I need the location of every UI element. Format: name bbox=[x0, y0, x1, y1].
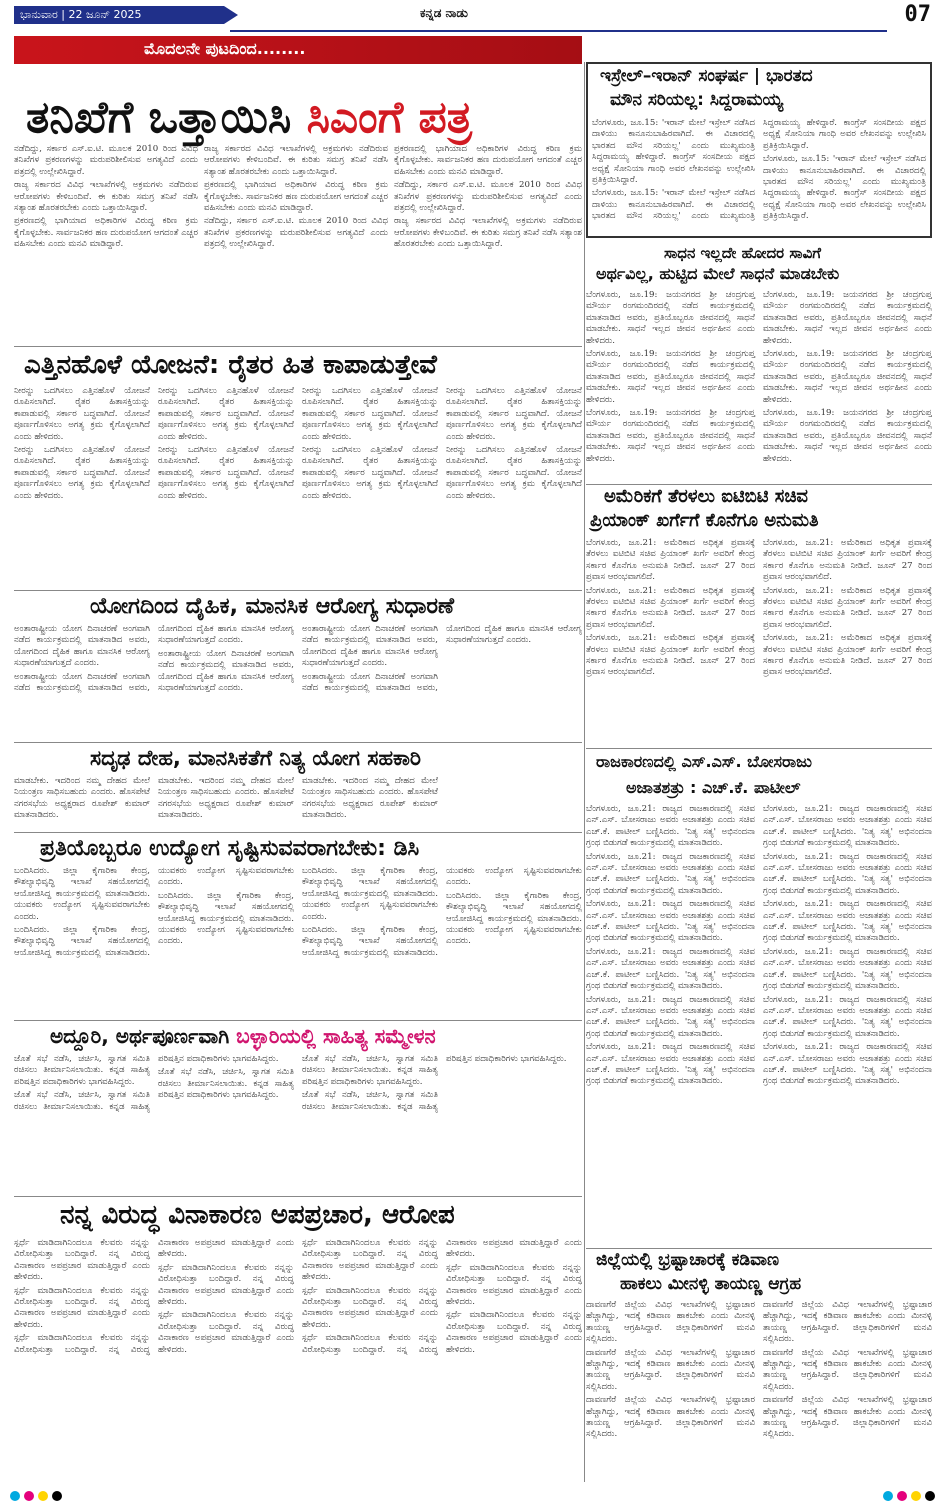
story-headline: ಎತ್ತಿನಹೊಳೆ ಯೋಜನೆ: ರೈತರ ಹಿತ ಕಾಪಾಡುತ್ತೇವೆ bbox=[24, 350, 437, 380]
story-body: ಬಂದಿಸಿದರು. ಜಿಲ್ಲಾ ಕೈಗಾರಿಕಾ ಕೇಂದ್ರ, ಕೌಶಲ್ಯಾಭಿವೃದ್ಧಿ ಇಲಾಖೆ ಸಹಯೋಗದಲ್ಲಿ ಆಯೋಜಿಸಿದ್ದ ಕಾರ್ಯಕ್ರಮದಲ್ಲಿ ಮಾತನಾಡಿದರು. ಯುವಕರು ಉದ್ಯೋಗ ಸೃಷ್ಟಿಸುವವರಾಗಬೇಕು ಎಂದರು. ಬಂದಿಸಿದರು. ಜಿಲ್ಲಾ ಕೈಗಾರಿಕಾ ಕೇಂದ್ರ, ಕೌಶಲ್ಯಾಭಿವೃದ್ಧಿ ಇಲಾಖೆ ಸಹಯೋಗದಲ್ಲಿ ಆಯೋಜಿಸಿದ್ದ ಕಾರ್ಯಕ್ರಮದಲ್ಲಿ ಮಾತನಾಡಿದರು. ಯುವಕರು ಉದ್ಯೋಗ ಸೃಷ್ಟಿಸುವವರಾಗಬೇಕು ಎಂದರು. ಬಂದಿಸಿದರು. ಜಿಲ್ಲಾ ಕೈಗಾರಿಕಾ ಕೇಂದ್ರ, ಕೌಶಲ್ಯಾಭಿವೃದ್ಧಿ ಇಲಾಖೆ ಸಹಯೋಗದಲ್ಲಿ ಆಯೋಜಿಸಿದ್ದ ಕಾರ್ಯಕ್ರಮದಲ್ಲಿ ಮಾತನಾಡಿದರು. ಯುವಕರು ಉದ್ಯೋಗ ಸೃಷ್ಟಿಸುವವರಾಗಬೇಕು ಎಂದರು. ಬಂದಿಸಿದರು. ಜಿಲ್ಲಾ ಕೈಗಾರಿಕಾ ಕೇಂದ್ರ, ಕೌಶಲ್ಯಾಭಿವೃದ್ಧಿ ಇಲಾಖೆ ಸಹಯೋಗದಲ್ಲಿ ಆಯೋಜಿಸಿದ್ದ ಕಾರ್ಯಕ್ರಮದಲ್ಲಿ ಮಾತನಾಡಿದರು. ಯುವಕರು ಉದ್ಯೋಗ ಸೃಷ್ಟಿಸುವವರಾಗಬೇಕು ಎಂದರು. ಬಂದಿಸಿದರು. ಜಿಲ್ಲಾ ಕೈಗಾರಿಕಾ ಕೇಂದ್ರ, ಕೌಶಲ್ಯಾಭಿವೃದ್ಧಿ ಇಲಾಖೆ ಸಹಯೋಗದಲ್ಲಿ ಆಯೋಜಿಸಿದ್ದ ಕಾರ್ಯಕ್ರಮದಲ್ಲಿ ಮಾತನಾಡಿದರು. ಯುವಕರು ಉದ್ಯೋಗ ಸೃಷ್ಟಿಸುವವರಾಗಬೇಕು ಎಂದರು. ಬಂದಿಸಿದರು. ಜಿಲ್ಲಾ ಕೈಗಾರಿಕಾ ಕೇಂದ್ರ, ಕೌಶಲ್ಯಾಭಿವೃದ್ಧಿ ಇಲಾಖೆ ಸಹಯೋಗದಲ್ಲಿ ಆಯೋಜಿಸಿದ್ದ ಕಾರ್ಯಕ್ರಮದಲ್ಲಿ ಮಾತನಾಡಿದರು. ಯುವಕರು ಉದ್ಯೋಗ ಸೃಷ್ಟಿಸುವವರಾಗಬೇಕು ಎಂದರು. bbox=[14, 866, 582, 958]
main-story-col1: ನಡೆದಿದ್ದು, ಸರ್ಕಾರ ಎಸ್.ಐ.ಟಿ. ಮೂಲಕ 2010 ರಿಂದ ವಿವಿಧ ತನಿಖೆಗಳ ಪ್ರಕರಣಗಳನ್ನು ಮರುಪರಿಶೀಲಿಸುವ ಅಗತ್ಯವಿದೆ ಎಂದು ಪತ್ರದಲ್ಲಿ ಉಲ್ಲೇಖಿಸಿದ್ದಾರೆ. ರಾಜ್ಯ ಸರ್ಕಾರದ ವಿವಿಧ ಇಲಾಖೆಗಳಲ್ಲಿ ಅಕ್ರಮಗಳು ನಡೆದಿರುವ ಆರೋಪಗಳು ಕೇಳಿಬಂದಿವೆ. ಈ ಕುರಿತು ಸಮಗ್ರ ತನಿಖೆ ನಡೆಸಿ ಸತ್ಯಾಂಶ ಹೊರತರಬೇಕು ಎಂದು ಒತ್ತಾಯಿಸಿದ್ದಾರೆ. ಪ್ರಕರಣದಲ್ಲಿ ಭಾಗಿಯಾದ ಅಧಿಕಾರಿಗಳ ವಿರುದ್ಧ ಕಠಿಣ ಕ್ರಮ ಕೈಗೊಳ್ಳಬೇಕು. ಸಾರ್ವಜನಿಕರ ಹಣ ದುರುಪಯೋಗ ಆಗದಂತೆ ಎಚ್ಚರ ವಹಿಸಬೇಕು ಎಂದು ಮನವಿ ಮಾಡಿದ್ದಾರೆ. bbox=[14, 144, 198, 250]
yellow-dot bbox=[38, 1491, 48, 1501]
color-dots-left bbox=[10, 1491, 62, 1501]
main-headline-black: ತನಿಖೆಗೆ ಒತ್ತಾಯಿಸಿ bbox=[26, 92, 307, 143]
main-headline bbox=[26, 92, 472, 143]
story-body: ಅಂತಾರಾಷ್ಟ್ರೀಯ ಯೋಗ ದಿನಾಚರಣೆ ಅಂಗವಾಗಿ ನಡೆದ ಕಾರ್ಯಕ್ರಮದಲ್ಲಿ ಮಾತನಾಡಿದ ಅವರು, ಯೋಗದಿಂದ ದೈಹಿಕ ಹಾಗೂ ಮಾನಸಿಕ ಆರೋಗ್ಯ ಸುಧಾರಣೆಯಾಗುತ್ತದೆ ಎಂದರು. ಅಂತಾರಾಷ್ಟ್ರೀಯ ಯೋಗ ದಿನಾಚರಣೆ ಅಂಗವಾಗಿ ನಡೆದ ಕಾರ್ಯಕ್ರಮದಲ್ಲಿ ಮಾತನಾಡಿದ ಅವರು, ಯೋಗದಿಂದ ದೈಹಿಕ ಹಾಗೂ ಮಾನಸಿಕ ಆರೋಗ್ಯ ಸುಧಾರಣೆಯಾಗುತ್ತದೆ ಎಂದರು. ಅಂತಾರಾಷ್ಟ್ರೀಯ ಯೋಗ ದಿನಾಚರಣೆ ಅಂಗವಾಗಿ ನಡೆದ ಕಾರ್ಯಕ್ರಮದಲ್ಲಿ ಮಾತನಾಡಿದ ಅವರು, ಯೋಗದಿಂದ ದೈಹಿಕ ಹಾಗೂ ಮಾನಸಿಕ ಆರೋಗ್ಯ ಸುಧಾರಣೆಯಾಗುತ್ತದೆ ಎಂದರು. ಅಂತಾರಾಷ್ಟ್ರೀಯ ಯೋಗ ದಿನಾಚರಣೆ ಅಂಗವಾಗಿ ನಡೆದ ಕಾರ್ಯಕ್ರಮದಲ್ಲಿ ಮಾತನಾಡಿದ ಅವರು, ಯೋಗದಿಂದ ದೈಹಿಕ ಹಾಗೂ ಮಾನಸಿಕ ಆರೋಗ್ಯ ಸುಧಾರಣೆಯಾಗುತ್ತದೆ ಎಂದರು. ಅಂತಾರಾಷ್ಟ್ರೀಯ ಯೋಗ ದಿನಾಚರಣೆ ಅಂಗವಾಗಿ ನಡೆದ ಕಾರ್ಯಕ್ರಮದಲ್ಲಿ ಮಾತನಾಡಿದ ಅವರು, ಯೋಗದಿಂದ ದೈಹಿಕ ಹಾಗೂ ಮಾನಸಿಕ ಆರೋಗ್ಯ ಸುಧಾರಣೆಯಾಗುತ್ತದೆ ಎಂದರು. bbox=[14, 624, 582, 694]
right-story-body: ಬೆಂಗಳೂರು, ಜೂ.19: ಜಯನಗರದ ಶ್ರೀ ಚಂದ್ರಗುಪ್ತ ಮೌರ್ಯ ರಂಗಮಂದಿರದಲ್ಲಿ ನಡೆದ ಕಾರ್ಯಕ್ರಮದಲ್ಲಿ ಮಾತನಾಡಿದ ಅವರು, ಪ್ರತಿಯೊಬ್ಬರೂ ಜೀವನದಲ್ಲಿ ಸಾಧನೆ ಮಾಡಬೇಕು. ಸಾಧನೆ ಇಲ್ಲದ ಜೀವನ ಅರ್ಥಹೀನ ಎಂದು ಹೇಳಿದರು. ಬೆಂಗಳೂರು, ಜೂ.19: ಜಯನಗರದ ಶ್ರೀ ಚಂದ್ರಗುಪ್ತ ಮೌರ್ಯ ರಂಗಮಂದಿರದಲ್ಲಿ ನಡೆದ ಕಾರ್ಯಕ್ರಮದಲ್ಲಿ ಮಾತನಾಡಿದ ಅವರು, ಪ್ರತಿಯೊಬ್ಬರೂ ಜೀವನದಲ್ಲಿ ಸಾಧನೆ ಮಾಡಬೇಕು. ಸಾಧನೆ ಇಲ್ಲದ ಜೀವನ ಅರ್ಥಹೀನ ಎಂದು ಹೇಳಿದರು. ಬೆಂಗಳೂರು, ಜೂ.19: ಜಯನಗರದ ಶ್ರೀ ಚಂದ್ರಗುಪ್ತ ಮೌರ್ಯ ರಂಗಮಂದಿರದಲ್ಲಿ ನಡೆದ ಕಾರ್ಯಕ್ರಮದಲ್ಲಿ ಮಾತನಾಡಿದ ಅವರು, ಪ್ರತಿಯೊಬ್ಬರೂ ಜೀವನದಲ್ಲಿ ಸಾಧನೆ ಮಾಡಬೇಕು. ಸಾಧನೆ ಇಲ್ಲದ ಜೀವನ ಅರ್ಥಹೀನ ಎಂದು ಹೇಳಿದರು. ಬೆಂಗಳೂರು, ಜೂ.19: ಜಯನಗರದ ಶ್ರೀ ಚಂದ್ರಗುಪ್ತ ಮೌರ್ಯ ರಂಗಮಂದಿರದಲ್ಲಿ ನಡೆದ ಕಾರ್ಯಕ್ರಮದಲ್ಲಿ ಮಾತನಾಡಿದ ಅವರು, ಪ್ರತಿಯೊಬ್ಬರೂ ಜೀವನದಲ್ಲಿ ಸಾಧನೆ ಮಾಡಬೇಕು. ಸಾಧನೆ ಇಲ್ಲದ ಜೀವನ ಅರ್ಥಹೀನ ಎಂದು ಹೇಳಿದರು. ಬೆಂಗಳೂರು, ಜೂ.19: ಜಯನಗರದ ಶ್ರೀ ಚಂದ್ರಗುಪ್ತ ಮೌರ್ಯ ರಂಗಮಂದಿರದಲ್ಲಿ ನಡೆದ ಕಾರ್ಯಕ್ರಮದಲ್ಲಿ ಮಾತನಾಡಿದ ಅವರು, ಪ್ರತಿಯೊಬ್ಬರೂ ಜೀವನದಲ್ಲಿ ಸಾಧನೆ ಮಾಡಬೇಕು. ಸಾಧನೆ ಇಲ್ಲದ ಜೀವನ ಅರ್ಥಹೀನ ಎಂದು ಹೇಳಿದರು. ಬೆಂಗಳೂರು, ಜೂ.19: ಜಯನಗರದ ಶ್ರೀ ಚಂದ್ರಗುಪ್ತ ಮೌರ್ಯ ರಂಗಮಂದಿರದಲ್ಲಿ ನಡೆದ ಕಾರ್ಯಕ್ರಮದಲ್ಲಿ ಮಾತನಾಡಿದ ಅವರು, ಪ್ರತಿಯೊಬ್ಬರೂ ಜೀವನದಲ್ಲಿ ಸಾಧನೆ ಮಾಡಬೇಕು. ಸಾಧನೆ ಇಲ್ಲದ ಜೀವನ ಅರ್ಥಹೀನ ಎಂದು ಹೇಳಿದರು. bbox=[586, 290, 932, 464]
right-story-body: ಬೆಂಗಳೂರು, ಜೂ.15: 'ಇರಾನ್ ಮೇಲೆ ಇಸ್ರೇಲ್ ನಡೆಸಿದ ದಾಳಿಯು ಕಾನೂನುಬಾಹಿರವಾಗಿದೆ. ಈ ವಿಚಾರದಲ್ಲಿ ಭಾರತದ ಮೌನ ಸರಿಯಲ್ಲ' ಎಂದು ಮುಖ್ಯಮಂತ್ರಿ ಸಿದ್ದರಾಮಯ್ಯ ಹೇಳಿದ್ದಾರೆ. ಕಾಂಗ್ರೆಸ್ ಸಂಸದೀಯ ಪಕ್ಷದ ಅಧ್ಯಕ್ಷೆ ಸೋನಿಯಾ ಗಾಂಧಿ ಅವರ ಲೇಖನವನ್ನು ಉಲ್ಲೇಖಿಸಿ ಪ್ರತಿಕ್ರಿಯಿಸಿದ್ದಾರೆ. ಬೆಂಗಳೂರು, ಜೂ.15: 'ಇರಾನ್ ಮೇಲೆ ಇಸ್ರೇಲ್ ನಡೆಸಿದ ದಾಳಿಯು ಕಾನೂನುಬಾಹಿರವಾಗಿದೆ. ಈ ವಿಚಾರದಲ್ಲಿ ಭಾರತದ ಮೌನ ಸರಿಯಲ್ಲ' ಎಂದು ಮುಖ್ಯಮಂತ್ರಿ ಸಿದ್ದರಾಮಯ್ಯ ಹೇಳಿದ್ದಾರೆ. ಕಾಂಗ್ರೆಸ್ ಸಂಸದೀಯ ಪಕ್ಷದ ಅಧ್ಯಕ್ಷೆ ಸೋನಿಯಾ ಗಾಂಧಿ ಅವರ ಲೇಖನವನ್ನು ಉಲ್ಲೇಖಿಸಿ ಪ್ರತಿಕ್ರಿಯಿಸಿದ್ದಾರೆ. ಬೆಂಗಳೂರು, ಜೂ.15: 'ಇರಾನ್ ಮೇಲೆ ಇಸ್ರೇಲ್ ನಡೆಸಿದ ದಾಳಿಯು ಕಾನೂನುಬಾಹಿರವಾಗಿದೆ. ಈ ವಿಚಾರದಲ್ಲಿ ಭಾರತದ ಮೌನ ಸರಿಯಲ್ಲ' ಎಂದು ಮುಖ್ಯಮಂತ್ರಿ ಸಿದ್ದರಾಮಯ್ಯ ಹೇಳಿದ್ದಾರೆ. ಕಾಂಗ್ರೆಸ್ ಸಂಸದೀಯ ಪಕ್ಷದ ಅಧ್ಯಕ್ಷೆ ಸೋನಿಯಾ ಗಾಂಧಿ ಅವರ ಲೇಖನವನ್ನು ಉಲ್ಲೇಖಿಸಿ ಪ್ರತಿಕ್ರಿಯಿಸಿದ್ದಾರೆ. bbox=[592, 118, 926, 222]
right-story-headline: ಅಮೆರಿಕಗೆ ತೆರಳಲು ಐಟಿಬಿಟಿ ಸಚಿವ bbox=[604, 486, 808, 507]
print-registration-footer bbox=[0, 1485, 945, 1507]
story-body: ಮಾಡಬೇಕು. ಇದರಿಂದ ನಮ್ಮ ದೇಹದ ಮೇಲೆ ನಿಯಂತ್ರಣ ಸಾಧಿಸಬಹುದು ಎಂದರು. ಹೊಸಪೇಟೆ ನಗರಸಭೆಯ ಅಧ್ಯಕ್ಷರಾದ ರೂಪೇಶ್ ಕುಮಾರ್ ಮಾತನಾಡಿದರು. ಮಾಡಬೇಕು. ಇದರಿಂದ ನಮ್ಮ ದೇಹದ ಮೇಲೆ ನಿಯಂತ್ರಣ ಸಾಧಿಸಬಹುದು ಎಂದರು. ಹೊಸಪೇಟೆ ನಗರಸಭೆಯ ಅಧ್ಯಕ್ಷರಾದ ರೂಪೇಶ್ ಕುಮಾರ್ ಮಾತನಾಡಿದರು. ಮಾಡಬೇಕು. ಇದರಿಂದ ನಮ್ಮ ದೇಹದ ಮೇಲೆ ನಿಯಂತ್ರಣ ಸಾಧಿಸಬಹುದು ಎಂದರು. ಹೊಸಪೇಟೆ ನಗರಸಭೆಯ ಅಧ್ಯಕ್ಷರಾದ ರೂಪೇಶ್ ಕುಮಾರ್ ಮಾತನಾಡಿದರು. bbox=[14, 776, 438, 821]
black-dot bbox=[925, 1491, 935, 1501]
main-story-col3: ಪ್ರಕರಣದಲ್ಲಿ ಭಾಗಿಯಾದ ಅಧಿಕಾರಿಗಳ ವಿರುದ್ಧ ಕಠಿಣ ಕ್ರಮ ಕೈಗೊಳ್ಳಬೇಕು. ಸಾರ್ವಜನಿಕರ ಹಣ ದುರುಪಯೋಗ ಆಗದಂತೆ ಎಚ್ಚರ ವಹಿಸಬೇಕು ಎಂದು ಮನವಿ ಮಾಡಿದ್ದಾರೆ. ನಡೆದಿದ್ದು, ಸರ್ಕಾರ ಎಸ್.ಐ.ಟಿ. ಮೂಲಕ 2010 ರಿಂದ ವಿವಿಧ ತನಿಖೆಗಳ ಪ್ರಕರಣಗಳನ್ನು ಮರುಪರಿಶೀಲಿಸುವ ಅಗತ್ಯವಿದೆ ಎಂದು ಪತ್ರದಲ್ಲಿ ಉಲ್ಲೇಖಿಸಿದ್ದಾರೆ. ರಾಜ್ಯ ಸರ್ಕಾರದ ವಿವಿಧ ಇಲಾಖೆಗಳಲ್ಲಿ ಅಕ್ರಮಗಳು ನಡೆದಿರುವ ಆರೋಪಗಳು ಕೇಳಿಬಂದಿವೆ. ಈ ಕುರಿತು ಸಮಗ್ರ ತನಿಖೆ ನಡೆಸಿ ಸತ್ಯಾಂಶ ಹೊರತರಬೇಕು ಎಂದು ಒತ್ತಾಯಿಸಿದ್ದಾರೆ. bbox=[394, 144, 582, 250]
story-body: ಜೊತೆ ಸಭೆ ನಡೆಸಿ, ಚರ್ಚಿಸಿ, ಸ್ವಾಗತ ಸಮಿತಿ ರಚಿಸಲು ತೀರ್ಮಾನಿಸಲಾಯಿತು. ಕನ್ನಡ ಸಾಹಿತ್ಯ ಪರಿಷತ್ತಿನ ಪದಾಧಿಕಾರಿಗಳು ಭಾಗವಹಿಸಿದ್ದರು. ಜೊತೆ ಸಭೆ ನಡೆಸಿ, ಚರ್ಚಿಸಿ, ಸ್ವಾಗತ ಸಮಿತಿ ರಚಿಸಲು ತೀರ್ಮಾನಿಸಲಾಯಿತು. ಕನ್ನಡ ಸಾಹಿತ್ಯ ಪರಿಷತ್ತಿನ ಪದಾಧಿಕಾರಿಗಳು ಭಾಗವಹಿಸಿದ್ದರು. ಜೊತೆ ಸಭೆ ನಡೆಸಿ, ಚರ್ಚಿಸಿ, ಸ್ವಾಗತ ಸಮಿತಿ ರಚಿಸಲು ತೀರ್ಮಾನಿಸಲಾಯಿತು. ಕನ್ನಡ ಸಾಹಿತ್ಯ ಪರಿಷತ್ತಿನ ಪದಾಧಿಕಾರಿಗಳು ಭಾಗವಹಿಸಿದ್ದರು. ಜೊತೆ ಸಭೆ ನಡೆಸಿ, ಚರ್ಚಿಸಿ, ಸ್ವಾಗತ ಸಮಿತಿ ರಚಿಸಲು ತೀರ್ಮಾನಿಸಲಾಯಿತು. ಕನ್ನಡ ಸಾಹಿತ್ಯ ಪರಿಷತ್ತಿನ ಪದಾಧಿಕಾರಿಗಳು ಭಾಗವಹಿಸಿದ್ದರು. ಜೊತೆ ಸಭೆ ನಡೆಸಿ, ಚರ್ಚಿಸಿ, ಸ್ವಾಗತ ಸಮಿತಿ ರಚಿಸಲು ತೀರ್ಮಾನಿಸಲಾಯಿತು. ಕನ್ನಡ ಸಾಹಿತ್ಯ ಪರಿಷತ್ತಿನ ಪದಾಧಿಕಾರಿಗಳು ಭಾಗವಹಿಸಿದ್ದರು. bbox=[14, 1054, 567, 1112]
page-number: 07 bbox=[904, 2, 931, 27]
issue-date: ಭಾನುವಾರ | 22 ಜೂನ್ 2025 bbox=[20, 8, 142, 21]
right-story-body: ಬೆಂಗಳೂರು, ಜೂ.21: ರಾಜ್ಯದ ರಾಜಕಾರಣದಲ್ಲಿ ಸಚಿವ ಎನ್.ಎಸ್. ಬೋಸರಾಜು ಅವರು ಅಜಾತಶತ್ರು ಎಂದು ಸಚಿವ ಎಚ್.ಕೆ. ಪಾಟೀಲ್ ಬಣ್ಣಿಸಿದರು. 'ನಿತ್ಯ ಸತ್ಯ' ಅಭಿನಂದನಾ ಗ್ರಂಥ ಬಿಡುಗಡೆ ಕಾರ್ಯಕ್ರಮದಲ್ಲಿ ಮಾತನಾಡಿದರು. ಬೆಂಗಳೂರು, ಜೂ.21: ರಾಜ್ಯದ ರಾಜಕಾರಣದಲ್ಲಿ ಸಚಿವ ಎನ್.ಎಸ್. ಬೋಸರಾಜು ಅವರು ಅಜಾತಶತ್ರು ಎಂದು ಸಚಿವ ಎಚ್.ಕೆ. ಪಾಟೀಲ್ ಬಣ್ಣಿಸಿದರು. 'ನಿತ್ಯ ಸತ್ಯ' ಅಭಿನಂದನಾ ಗ್ರಂಥ ಬಿಡುಗಡೆ ಕಾರ್ಯಕ್ರಮದಲ್ಲಿ ಮಾತನಾಡಿದರು. ಬೆಂಗಳೂರು, ಜೂ.21: ರಾಜ್ಯದ ರಾಜಕಾರಣದಲ್ಲಿ ಸಚಿವ ಎನ್.ಎಸ್. ಬೋಸರಾಜು ಅವರು ಅಜಾತಶತ್ರು ಎಂದು ಸಚಿವ ಎಚ್.ಕೆ. ಪಾಟೀಲ್ ಬಣ್ಣಿಸಿದರು. 'ನಿತ್ಯ ಸತ್ಯ' ಅಭಿನಂದನಾ ಗ್ರಂಥ ಬಿಡುಗಡೆ ಕಾರ್ಯಕ್ರಮದಲ್ಲಿ ಮಾತನಾಡಿದರು. ಬೆಂಗಳೂರು, ಜೂ.21: ರಾಜ್ಯದ ರಾಜಕಾರಣದಲ್ಲಿ ಸಚಿವ ಎನ್.ಎಸ್. ಬೋಸರಾಜು ಅವರು ಅಜಾತಶತ್ರು ಎಂದು ಸಚಿವ ಎಚ್.ಕೆ. ಪಾಟೀಲ್ ಬಣ್ಣಿಸಿದರು. 'ನಿತ್ಯ ಸತ್ಯ' ಅಭಿನಂದನಾ ಗ್ರಂಥ ಬಿಡುಗಡೆ ಕಾರ್ಯಕ್ರಮದಲ್ಲಿ ಮಾತನಾಡಿದರು. ಬೆಂಗಳೂರು, ಜೂ.21: ರಾಜ್ಯದ ರಾಜಕಾರಣದಲ್ಲಿ ಸಚಿವ ಎನ್.ಎಸ್. ಬೋಸರಾಜು ಅವರು ಅಜಾತಶತ್ರು ಎಂದು ಸಚಿವ ಎಚ್.ಕೆ. ಪಾಟೀಲ್ ಬಣ್ಣಿಸಿದರು. 'ನಿತ್ಯ ಸತ್ಯ' ಅಭಿನಂದನಾ ಗ್ರಂಥ ಬಿಡುಗಡೆ ಕಾರ್ಯಕ್ರಮದಲ್ಲಿ ಮಾತನಾಡಿದರು. ಬೆಂಗಳೂರು, ಜೂ.21: ರಾಜ್ಯದ ರಾಜಕಾರಣದಲ್ಲಿ ಸಚಿವ ಎನ್.ಎಸ್. ಬೋಸರಾಜು ಅವರು ಅಜಾತಶತ್ರು ಎಂದು ಸಚಿವ ಎಚ್.ಕೆ. ಪಾಟೀಲ್ ಬಣ್ಣಿಸಿದರು. 'ನಿತ್ಯ ಸತ್ಯ' ಅಭಿನಂದನಾ ಗ್ರಂಥ ಬಿಡುಗಡೆ ಕಾರ್ಯಕ್ರಮದಲ್ಲಿ ಮಾತನಾಡಿದರು. ಬೆಂಗಳೂರು, ಜೂ.21: ರಾಜ್ಯದ ರಾಜಕಾರಣದಲ್ಲಿ ಸಚಿವ ಎನ್.ಎಸ್. ಬೋಸರಾಜು ಅವರು ಅಜಾತಶತ್ರು ಎಂದು ಸಚಿವ ಎಚ್.ಕೆ. ಪಾಟೀಲ್ ಬಣ್ಣಿಸಿದರು. 'ನಿತ್ಯ ಸತ್ಯ' ಅಭಿನಂದನಾ ಗ್ರಂಥ ಬಿಡುಗಡೆ ಕಾರ್ಯಕ್ರಮದಲ್ಲಿ ಮಾತನಾಡಿದರು. ಬೆಂಗಳೂರು, ಜೂ.21: ರಾಜ್ಯದ ರಾಜಕಾರಣದಲ್ಲಿ ಸಚಿವ ಎನ್.ಎಸ್. ಬೋಸರಾಜು ಅವರು ಅಜಾತಶತ್ರು ಎಂದು ಸಚಿವ ಎಚ್.ಕೆ. ಪಾಟೀಲ್ ಬಣ್ಣಿಸಿದರು. 'ನಿತ್ಯ ಸತ್ಯ' ಅಭಿನಂದನಾ ಗ್ರಂಥ ಬಿಡುಗಡೆ ಕಾರ್ಯಕ್ರಮದಲ್ಲಿ ಮಾತನಾಡಿದರು. ಬೆಂಗಳೂರು, ಜೂ.21: ರಾಜ್ಯದ ರಾಜಕಾರಣದಲ್ಲಿ ಸಚಿವ ಎನ್.ಎಸ್. ಬೋಸರಾಜು ಅವರು ಅಜಾತಶತ್ರು ಎಂದು ಸಚಿವ ಎಚ್.ಕೆ. ಪಾಟೀಲ್ ಬಣ್ಣಿಸಿದರು. 'ನಿತ್ಯ ಸತ್ಯ' ಅಭಿನಂದನಾ ಗ್ರಂಥ ಬಿಡುಗಡೆ ಕಾರ್ಯಕ್ರಮದಲ್ಲಿ ಮಾತನಾಡಿದರು. ಬೆಂಗಳೂರು, ಜೂ.21: ರಾಜ್ಯದ ರಾಜಕಾರಣದಲ್ಲಿ ಸಚಿವ ಎನ್.ಎಸ್. ಬೋಸರಾಜು ಅವರು ಅಜಾತಶತ್ರು ಎಂದು ಸಚಿವ ಎಚ್.ಕೆ. ಪಾಟೀಲ್ ಬಣ್ಣಿಸಿದರು. 'ನಿತ್ಯ ಸತ್ಯ' ಅಭಿನಂದನಾ ಗ್ರಂಥ ಬಿಡುಗಡೆ ಕಾರ್ಯಕ್ರಮದಲ್ಲಿ ಮಾತನಾಡಿದರು. ಬೆಂಗಳೂರು, ಜೂ.21: ರಾಜ್ಯದ ರಾಜಕಾರಣದಲ್ಲಿ ಸಚಿವ ಎನ್.ಎಸ್. ಬೋಸರಾಜು ಅವರು ಅಜಾತಶತ್ರು ಎಂದು ಸಚಿವ ಎಚ್.ಕೆ. ಪಾಟೀಲ್ ಬಣ್ಣಿಸಿದರು. 'ನಿತ್ಯ ಸತ್ಯ' ಅಭಿನಂದನಾ ಗ್ರಂಥ ಬಿಡುಗಡೆ ಕಾರ್ಯಕ್ರಮದಲ್ಲಿ ಮಾತನಾಡಿದರು. ಬೆಂಗಳೂರು, ಜೂ.21: ರಾಜ್ಯದ ರಾಜಕಾರಣದಲ್ಲಿ ಸಚಿವ ಎನ್.ಎಸ್. ಬೋಸರಾಜು ಅವರು ಅಜಾತಶತ್ರು ಎಂದು ಸಚಿವ ಎಚ್.ಕೆ. ಪಾಟೀಲ್ ಬಣ್ಣಿಸಿದರು. 'ನಿತ್ಯ ಸತ್ಯ' ಅಭಿನಂದನಾ ಗ್ರಂಥ ಬಿಡುಗಡೆ ಕಾರ್ಯಕ್ರಮದಲ್ಲಿ ಮಾತನಾಡಿದರು. bbox=[586, 804, 932, 1087]
right-story-headline: ಇಸ್ರೇಲ್–ಇರಾನ್ ಸಂಘರ್ಷ | ಭಾರತದ bbox=[600, 66, 813, 86]
main-headline-red: ಸಿಎಂಗೆ ಪತ್ರ bbox=[306, 92, 472, 143]
magenta-dot bbox=[897, 1491, 907, 1501]
kicker-text: ಮೊದಲನೇ ಪುಟದಿಂದ........ bbox=[144, 39, 306, 58]
right-story-headline: ಜಿಲ್ಲೆಯಲ್ಲಿ ಭ್ರಷ್ಟಾಚಾರಕ್ಕೆ ಕಡಿವಾಣ bbox=[596, 1250, 780, 1270]
cyan-dot bbox=[10, 1491, 20, 1501]
date-strip bbox=[14, 6, 224, 24]
right-story-headline: ಹಾಕಲು ಮೀನಳ್ಳಿ ತಾಯಣ್ಣ ಆಗ್ರಹ bbox=[620, 1274, 802, 1294]
story-headline: ಸದೃಢ ದೇಹ, ಮಾನಸಿಕತೆಗೆ ನಿತ್ಯ ಯೋಗ ಸಹಕಾರಿ bbox=[90, 746, 421, 770]
main-story-col2: ರಾಜ್ಯ ಸರ್ಕಾರದ ವಿವಿಧ ಇಲಾಖೆಗಳಲ್ಲಿ ಅಕ್ರಮಗಳು ನಡೆದಿರುವ ಆರೋಪಗಳು ಕೇಳಿಬಂದಿವೆ. ಈ ಕುರಿತು ಸಮಗ್ರ ತನಿಖೆ ನಡೆಸಿ ಸತ್ಯಾಂಶ ಹೊರತರಬೇಕು ಎಂದು ಒತ್ತಾಯಿಸಿದ್ದಾರೆ. ಪ್ರಕರಣದಲ್ಲಿ ಭಾಗಿಯಾದ ಅಧಿಕಾರಿಗಳ ವಿರುದ್ಧ ಕಠಿಣ ಕ್ರಮ ಕೈಗೊಳ್ಳಬೇಕು. ಸಾರ್ವಜನಿಕರ ಹಣ ದುರುಪಯೋಗ ಆಗದಂತೆ ಎಚ್ಚರ ವಹಿಸಬೇಕು ಎಂದು ಮನವಿ ಮಾಡಿದ್ದಾರೆ. ನಡೆದಿದ್ದು, ಸರ್ಕಾರ ಎಸ್.ಐ.ಟಿ. ಮೂಲಕ 2010 ರಿಂದ ವಿವಿಧ ತನಿಖೆಗಳ ಪ್ರಕರಣಗಳನ್ನು ಮರುಪರಿಶೀಲಿಸುವ ಅಗತ್ಯವಿದೆ ಎಂದು ಪತ್ರದಲ್ಲಿ ಉಲ್ಲೇಖಿಸಿದ್ದಾರೆ. bbox=[204, 144, 388, 250]
cyan-dot bbox=[883, 1491, 893, 1501]
masthead: ಕನ್ನಡ ನಾಡು bbox=[420, 6, 468, 20]
magenta-dot bbox=[24, 1491, 34, 1501]
color-dots-right bbox=[883, 1491, 935, 1501]
yellow-dot bbox=[911, 1491, 921, 1501]
header-rule bbox=[230, 30, 887, 32]
right-story-headline: ಮೌನ ಸರಿಯಲ್ಲ: ಸಿದ್ದರಾಮಯ್ಯ bbox=[610, 90, 784, 110]
right-story-body: ಬೆಂಗಳೂರು, ಜೂ.21: ಅಮೆರಿಕಾದ ಅಧಿಕೃತ ಪ್ರವಾಸಕ್ಕೆ ತೆರಳಲು ಐಟಿಬಿಟಿ ಸಚಿವ ಪ್ರಿಯಾಂಕ್ ಖರ್ಗೆ ಅವರಿಗೆ ಕೇಂದ್ರ ಸರ್ಕಾರ ಕೊನೆಗೂ ಅನುಮತಿ ನೀಡಿದೆ. ಜೂನ್ 27 ರಿಂದ ಪ್ರವಾಸ ಆರಂಭವಾಗಲಿದೆ. ಬೆಂಗಳೂರು, ಜೂ.21: ಅಮೆರಿಕಾದ ಅಧಿಕೃತ ಪ್ರವಾಸಕ್ಕೆ ತೆರಳಲು ಐಟಿಬಿಟಿ ಸಚಿವ ಪ್ರಿಯಾಂಕ್ ಖರ್ಗೆ ಅವರಿಗೆ ಕೇಂದ್ರ ಸರ್ಕಾರ ಕೊನೆಗೂ ಅನುಮತಿ ನೀಡಿದೆ. ಜೂನ್ 27 ರಿಂದ ಪ್ರವಾಸ ಆರಂಭವಾಗಲಿದೆ. ಬೆಂಗಳೂರು, ಜೂ.21: ಅಮೆರಿಕಾದ ಅಧಿಕೃತ ಪ್ರವಾಸಕ್ಕೆ ತೆರಳಲು ಐಟಿಬಿಟಿ ಸಚಿವ ಪ್ರಿಯಾಂಕ್ ಖರ್ಗೆ ಅವರಿಗೆ ಕೇಂದ್ರ ಸರ್ಕಾರ ಕೊನೆಗೂ ಅನುಮತಿ ನೀಡಿದೆ. ಜೂನ್ 27 ರಿಂದ ಪ್ರವಾಸ ಆರಂಭವಾಗಲಿದೆ. ಬೆಂಗಳೂರು, ಜೂ.21: ಅಮೆರಿಕಾದ ಅಧಿಕೃತ ಪ್ರವಾಸಕ್ಕೆ ತೆರಳಲು ಐಟಿಬಿಟಿ ಸಚಿವ ಪ್ರಿಯಾಂಕ್ ಖರ್ಗೆ ಅವರಿಗೆ ಕೇಂದ್ರ ಸರ್ಕಾರ ಕೊನೆಗೂ ಅನುಮತಿ ನೀಡಿದೆ. ಜೂನ್ 27 ರಿಂದ ಪ್ರವಾಸ ಆರಂಭವಾಗಲಿದೆ. ಬೆಂಗಳೂರು, ಜೂ.21: ಅಮೆರಿಕಾದ ಅಧಿಕೃತ ಪ್ರವಾಸಕ್ಕೆ ತೆರಳಲು ಐಟಿಬಿಟಿ ಸಚಿವ ಪ್ರಿಯಾಂಕ್ ಖರ್ಗೆ ಅವರಿಗೆ ಕೇಂದ್ರ ಸರ್ಕಾರ ಕೊನೆಗೂ ಅನುಮತಿ ನೀಡಿದೆ. ಜೂನ್ 27 ರಿಂದ ಪ್ರವಾಸ ಆರಂಭವಾಗಲಿದೆ. ಬೆಂಗಳೂರು, ಜೂ.21: ಅಮೆರಿಕಾದ ಅಧಿಕೃತ ಪ್ರವಾಸಕ್ಕೆ ತೆರಳಲು ಐಟಿಬಿಟಿ ಸಚಿವ ಪ್ರಿಯಾಂಕ್ ಖರ್ಗೆ ಅವರಿಗೆ ಕೇಂದ್ರ ಸರ್ಕಾರ ಕೊನೆಗೂ ಅನುಮತಿ ನೀಡಿದೆ. ಜೂನ್ 27 ರಿಂದ ಪ್ರವಾಸ ಆರಂಭವಾಗಲಿದೆ. bbox=[586, 538, 932, 678]
story-headline: ಪ್ರತಿಯೊಬ್ಬರೂ ಉದ್ಯೋಗ ಸೃಷ್ಟಿಸುವವರಾಗಬೇಕು: ಡಿಸಿ bbox=[40, 836, 420, 861]
right-story-headline: ಅರ್ಥವಿಲ್ಲ, ಹುಟ್ಟಿದ ಮೇಲೆ ಸಾಧನೆ ಮಾಡಬೇಕು bbox=[596, 264, 840, 283]
right-story-headline: ಸಾಧನ ಇಲ್ಲದೇ ಹೋದರ ಸಾವಿಗೆ bbox=[664, 244, 821, 262]
story-body: ಸ್ಪರ್ಧೆ ಮಾಡಿದಾಗಿನಿಂದಲೂ ಕೆಲವರು ನನ್ನನ್ನು ವಿರೋಧಿಸುತ್ತಾ ಬಂದಿದ್ದಾರೆ. ನನ್ನ ವಿರುದ್ಧ ವಿನಾಕಾರಣ ಅಪಪ್ರಚಾರ ಮಾಡುತ್ತಿದ್ದಾರೆ ಎಂದು ಹೇಳಿದರು. ಸ್ಪರ್ಧೆ ಮಾಡಿದಾಗಿನಿಂದಲೂ ಕೆಲವರು ನನ್ನನ್ನು ವಿರೋಧಿಸುತ್ತಾ ಬಂದಿದ್ದಾರೆ. ನನ್ನ ವಿರುದ್ಧ ವಿನಾಕಾರಣ ಅಪಪ್ರಚಾರ ಮಾಡುತ್ತಿದ್ದಾರೆ ಎಂದು ಹೇಳಿದರು. ಸ್ಪರ್ಧೆ ಮಾಡಿದಾಗಿನಿಂದಲೂ ಕೆಲವರು ನನ್ನನ್ನು ವಿರೋಧಿಸುತ್ತಾ ಬಂದಿದ್ದಾರೆ. ನನ್ನ ವಿರುದ್ಧ ವಿನಾಕಾರಣ ಅಪಪ್ರಚಾರ ಮಾಡುತ್ತಿದ್ದಾರೆ ಎಂದು ಹೇಳಿದರು. ಸ್ಪರ್ಧೆ ಮಾಡಿದಾಗಿನಿಂದಲೂ ಕೆಲವರು ನನ್ನನ್ನು ವಿರೋಧಿಸುತ್ತಾ ಬಂದಿದ್ದಾರೆ. ನನ್ನ ವಿರುದ್ಧ ವಿನಾಕಾರಣ ಅಪಪ್ರಚಾರ ಮಾಡುತ್ತಿದ್ದಾರೆ ಎಂದು ಹೇಳಿದರು. ಸ್ಪರ್ಧೆ ಮಾಡಿದಾಗಿನಿಂದಲೂ ಕೆಲವರು ನನ್ನನ್ನು ವಿರೋಧಿಸುತ್ತಾ ಬಂದಿದ್ದಾರೆ. ನನ್ನ ವಿರುದ್ಧ ವಿನಾಕಾರಣ ಅಪಪ್ರಚಾರ ಮಾಡುತ್ತಿದ್ದಾರೆ ಎಂದು ಹೇಳಿದರು. ಸ್ಪರ್ಧೆ ಮಾಡಿದಾಗಿನಿಂದಲೂ ಕೆಲವರು ನನ್ನನ್ನು ವಿರೋಧಿಸುತ್ತಾ ಬಂದಿದ್ದಾರೆ. ನನ್ನ ವಿರುದ್ಧ ವಿನಾಕಾರಣ ಅಪಪ್ರಚಾರ ಮಾಡುತ್ತಿದ್ದಾರೆ ಎಂದು ಹೇಳಿದರು. ಸ್ಪರ್ಧೆ ಮಾಡಿದಾಗಿನಿಂದಲೂ ಕೆಲವರು ನನ್ನನ್ನು ವಿರೋಧಿಸುತ್ತಾ ಬಂದಿದ್ದಾರೆ. ನನ್ನ ವಿರುದ್ಧ ವಿನಾಕಾರಣ ಅಪಪ್ರಚಾರ ಮಾಡುತ್ತಿದ್ದಾರೆ ಎಂದು ಹೇಳಿದರು. ಸ್ಪರ್ಧೆ ಮಾಡಿದಾಗಿನಿಂದಲೂ ಕೆಲವರು ನನ್ನನ್ನು ವಿರೋಧಿಸುತ್ತಾ ಬಂದಿದ್ದಾರೆ. ನನ್ನ ವಿರುದ್ಧ ವಿನಾಕಾರಣ ಅಪಪ್ರಚಾರ ಮಾಡುತ್ತಿದ್ದಾರೆ ಎಂದು ಹೇಳಿದರು. ಸ್ಪರ್ಧೆ ಮಾಡಿದಾಗಿನಿಂದಲೂ ಕೆಲವರು ನನ್ನನ್ನು ವಿರೋಧಿಸುತ್ತಾ ಬಂದಿದ್ದಾರೆ. ನನ್ನ ವಿರುದ್ಧ ವಿನಾಕಾರಣ ಅಪಪ್ರಚಾರ ಮಾಡುತ್ತಿದ್ದಾರೆ ಎಂದು ಹೇಳಿದರು. ಸ್ಪರ್ಧೆ ಮಾಡಿದಾಗಿನಿಂದಲೂ ಕೆಲವರು ನನ್ನನ್ನು ವಿರೋಧಿಸುತ್ತಾ ಬಂದಿದ್ದಾರೆ. ನನ್ನ ವಿರುದ್ಧ ವಿನಾಕಾರಣ ಅಪಪ್ರಚಾರ ಮಾಡುತ್ತಿದ್ದಾರೆ ಎಂದು ಹೇಳಿದರು. bbox=[14, 1238, 582, 1355]
right-story-headline: ಅಜಾತಶತ್ರು : ಎಚ್.ಕೆ. ಪಾಟೀಲ್ bbox=[626, 778, 801, 797]
continuation-kicker bbox=[14, 36, 582, 64]
story-headline: ಯೋಗದಿಂದ ದೈಹಿಕ, ಮಾನಸಿಕ ಆರೋಗ್ಯ ಸುಧಾರಣೆ bbox=[90, 594, 455, 619]
story-headline: ನನ್ನ ವಿರುದ್ಧ ವಿನಾಕಾರಣ ಅಪಪ್ರಚಾರ, ಆರೋಪ bbox=[60, 1200, 455, 1230]
right-story-headline: ರಾಜಕಾರಣದಲ್ಲಿ ಎಸ್.ಎಸ್. ಬೋಸರಾಜು bbox=[596, 752, 812, 771]
right-story-headline: ಪ್ರಿಯಾಂಕ್ ಖರ್ಗೆಗೆ ಕೊನೆಗೂ ಅನುಮತಿ bbox=[590, 510, 819, 531]
right-story-body: ದಾವಣಗೆರೆ ಜಿಲ್ಲೆಯ ವಿವಿಧ ಇಲಾಖೆಗಳಲ್ಲಿ ಭ್ರಷ್ಟಾಚಾರ ಹೆಚ್ಚಾಗಿದ್ದು, ಇದಕ್ಕೆ ಕಡಿವಾಣ ಹಾಕಬೇಕು ಎಂದು ಮೀನಳ್ಳಿ ತಾಯಣ್ಣ ಆಗ್ರಹಿಸಿದ್ದಾರೆ. ಜಿಲ್ಲಾಧಿಕಾರಿಗಳಿಗೆ ಮನವಿ ಸಲ್ಲಿಸಿದರು. ದಾವಣಗೆರೆ ಜಿಲ್ಲೆಯ ವಿವಿಧ ಇಲಾಖೆಗಳಲ್ಲಿ ಭ್ರಷ್ಟಾಚಾರ ಹೆಚ್ಚಾಗಿದ್ದು, ಇದಕ್ಕೆ ಕಡಿವಾಣ ಹಾಕಬೇಕು ಎಂದು ಮೀನಳ್ಳಿ ತಾಯಣ್ಣ ಆಗ್ರಹಿಸಿದ್ದಾರೆ. ಜಿಲ್ಲಾಧಿಕಾರಿಗಳಿಗೆ ಮನವಿ ಸಲ್ಲಿಸಿದರು. ದಾವಣಗೆರೆ ಜಿಲ್ಲೆಯ ವಿವಿಧ ಇಲಾಖೆಗಳಲ್ಲಿ ಭ್ರಷ್ಟಾಚಾರ ಹೆಚ್ಚಾಗಿದ್ದು, ಇದಕ್ಕೆ ಕಡಿವಾಣ ಹಾಕಬೇಕು ಎಂದು ಮೀನಳ್ಳಿ ತಾಯಣ್ಣ ಆಗ್ರಹಿಸಿದ್ದಾರೆ. ಜಿಲ್ಲಾಧಿಕಾರಿಗಳಿಗೆ ಮನವಿ ಸಲ್ಲಿಸಿದರು. ದಾವಣಗೆರೆ ಜಿಲ್ಲೆಯ ವಿವಿಧ ಇಲಾಖೆಗಳಲ್ಲಿ ಭ್ರಷ್ಟಾಚಾರ ಹೆಚ್ಚಾಗಿದ್ದು, ಇದಕ್ಕೆ ಕಡಿವಾಣ ಹಾಕಬೇಕು ಎಂದು ಮೀನಳ್ಳಿ ತಾಯಣ್ಣ ಆಗ್ರಹಿಸಿದ್ದಾರೆ. ಜಿಲ್ಲಾಧಿಕಾರಿಗಳಿಗೆ ಮನವಿ ಸಲ್ಲಿಸಿದರು. ದಾವಣಗೆರೆ ಜಿಲ್ಲೆಯ ವಿವಿಧ ಇಲಾಖೆಗಳಲ್ಲಿ ಭ್ರಷ್ಟಾಚಾರ ಹೆಚ್ಚಾಗಿದ್ದು, ಇದಕ್ಕೆ ಕಡಿವಾಣ ಹಾಕಬೇಕು ಎಂದು ಮೀನಳ್ಳಿ ತಾಯಣ್ಣ ಆಗ್ರಹಿಸಿದ್ದಾರೆ. ಜಿಲ್ಲಾಧಿಕಾರಿಗಳಿಗೆ ಮನವಿ ಸಲ್ಲಿಸಿದರು. ದಾವಣಗೆರೆ ಜಿಲ್ಲೆಯ ವಿವಿಧ ಇಲಾಖೆಗಳಲ್ಲಿ ಭ್ರಷ್ಟಾಚಾರ ಹೆಚ್ಚಾಗಿದ್ದು, ಇದಕ್ಕೆ ಕಡಿವಾಣ ಹಾಕಬೇಕು ಎಂದು ಮೀನಳ್ಳಿ ತಾಯಣ್ಣ ಆಗ್ರಹಿಸಿದ್ದಾರೆ. ಜಿಲ್ಲಾಧಿಕಾರಿಗಳಿಗೆ ಮನವಿ ಸಲ್ಲಿಸಿದರು. bbox=[586, 1300, 932, 1440]
story-body: ನೀರನ್ನು ಒದಗಿಸಲು ಎತ್ತಿನಹೊಳೆ ಯೋಜನೆ ರೂಪಿಸಲಾಗಿದೆ. ರೈತರ ಹಿತಾಸಕ್ತಿಯನ್ನು ಕಾಪಾಡುವಲ್ಲಿ ಸರ್ಕಾರ ಬದ್ಧವಾಗಿದೆ. ಯೋಜನೆ ಪೂರ್ಣಗೊಳಿಸಲು ಅಗತ್ಯ ಕ್ರಮ ಕೈಗೊಳ್ಳಲಾಗಿದೆ ಎಂದು ಹೇಳಿದರು. ನೀರನ್ನು ಒದಗಿಸಲು ಎತ್ತಿನಹೊಳೆ ಯೋಜನೆ ರೂಪಿಸಲಾಗಿದೆ. ರೈತರ ಹಿತಾಸಕ್ತಿಯನ್ನು ಕಾಪಾಡುವಲ್ಲಿ ಸರ್ಕಾರ ಬದ್ಧವಾಗಿದೆ. ಯೋಜನೆ ಪೂರ್ಣಗೊಳಿಸಲು ಅಗತ್ಯ ಕ್ರಮ ಕೈಗೊಳ್ಳಲಾಗಿದೆ ಎಂದು ಹೇಳಿದರು. ನೀರನ್ನು ಒದಗಿಸಲು ಎತ್ತಿನಹೊಳೆ ಯೋಜನೆ ರೂಪಿಸಲಾಗಿದೆ. ರೈತರ ಹಿತಾಸಕ್ತಿಯನ್ನು ಕಾಪಾಡುವಲ್ಲಿ ಸರ್ಕಾರ ಬದ್ಧವಾಗಿದೆ. ಯೋಜನೆ ಪೂರ್ಣಗೊಳಿಸಲು ಅಗತ್ಯ ಕ್ರಮ ಕೈಗೊಳ್ಳಲಾಗಿದೆ ಎಂದು ಹೇಳಿದರು. ನೀರನ್ನು ಒದಗಿಸಲು ಎತ್ತಿನಹೊಳೆ ಯೋಜನೆ ರೂಪಿಸಲಾಗಿದೆ. ರೈತರ ಹಿತಾಸಕ್ತಿಯನ್ನು ಕಾಪಾಡುವಲ್ಲಿ ಸರ್ಕಾರ ಬದ್ಧವಾಗಿದೆ. ಯೋಜನೆ ಪೂರ್ಣಗೊಳಿಸಲು ಅಗತ್ಯ ಕ್ರಮ ಕೈಗೊಳ್ಳಲಾಗಿದೆ ಎಂದು ಹೇಳಿದರು. ನೀರನ್ನು ಒದಗಿಸಲು ಎತ್ತಿನಹೊಳೆ ಯೋಜನೆ ರೂಪಿಸಲಾಗಿದೆ. ರೈತರ ಹಿತಾಸಕ್ತಿಯನ್ನು ಕಾಪಾಡುವಲ್ಲಿ ಸರ್ಕಾರ ಬದ್ಧವಾಗಿದೆ. ಯೋಜನೆ ಪೂರ್ಣಗೊಳಿಸಲು ಅಗತ್ಯ ಕ್ರಮ ಕೈಗೊಳ್ಳಲಾಗಿದೆ ಎಂದು ಹೇಳಿದರು. ನೀರನ್ನು ಒದಗಿಸಲು ಎತ್ತಿನಹೊಳೆ ಯೋಜನೆ ರೂಪಿಸಲಾಗಿದೆ. ರೈತರ ಹಿತಾಸಕ್ತಿಯನ್ನು ಕಾಪಾಡುವಲ್ಲಿ ಸರ್ಕಾರ ಬದ್ಧವಾಗಿದೆ. ಯೋಜನೆ ಪೂರ್ಣಗೊಳಿಸಲು ಅಗತ್ಯ ಕ್ರಮ ಕೈಗೊಳ್ಳಲಾಗಿದೆ ಎಂದು ಹೇಳಿದರು. ನೀರನ್ನು ಒದಗಿಸಲು ಎತ್ತಿನಹೊಳೆ ಯೋಜನೆ ರೂಪಿಸಲಾಗಿದೆ. ರೈತರ ಹಿತಾಸಕ್ತಿಯನ್ನು ಕಾಪಾಡುವಲ್ಲಿ ಸರ್ಕಾರ ಬದ್ಧವಾಗಿದೆ. ಯೋಜನೆ ಪೂರ್ಣಗೊಳಿಸಲು ಅಗತ್ಯ ಕ್ರಮ ಕೈಗೊಳ್ಳಲಾಗಿದೆ ಎಂದು ಹೇಳಿದರು. ನೀರನ್ನು ಒದಗಿಸಲು ಎತ್ತಿನಹೊಳೆ ಯೋಜನೆ ರೂಪಿಸಲಾಗಿದೆ. ರೈತರ ಹಿತಾಸಕ್ತಿಯನ್ನು ಕಾಪಾಡುವಲ್ಲಿ ಸರ್ಕಾರ ಬದ್ಧವಾಗಿದೆ. ಯೋಜನೆ ಪೂರ್ಣಗೊಳಿಸಲು ಅಗತ್ಯ ಕ್ರಮ ಕೈಗೊಳ್ಳಲಾಗಿದೆ ಎಂದು ಹೇಳಿದರು. bbox=[14, 386, 582, 501]
story-headline: ಅದ್ದೂರಿ, ಅರ್ಥಪೂರ್ಣವಾಗಿ ಬಳ್ಳಾರಿಯಲ್ಲಿ ಸಾಹಿತ್ಯ ಸಮ್ಮೇಳನ bbox=[50, 1024, 436, 1048]
black-dot bbox=[52, 1491, 62, 1501]
